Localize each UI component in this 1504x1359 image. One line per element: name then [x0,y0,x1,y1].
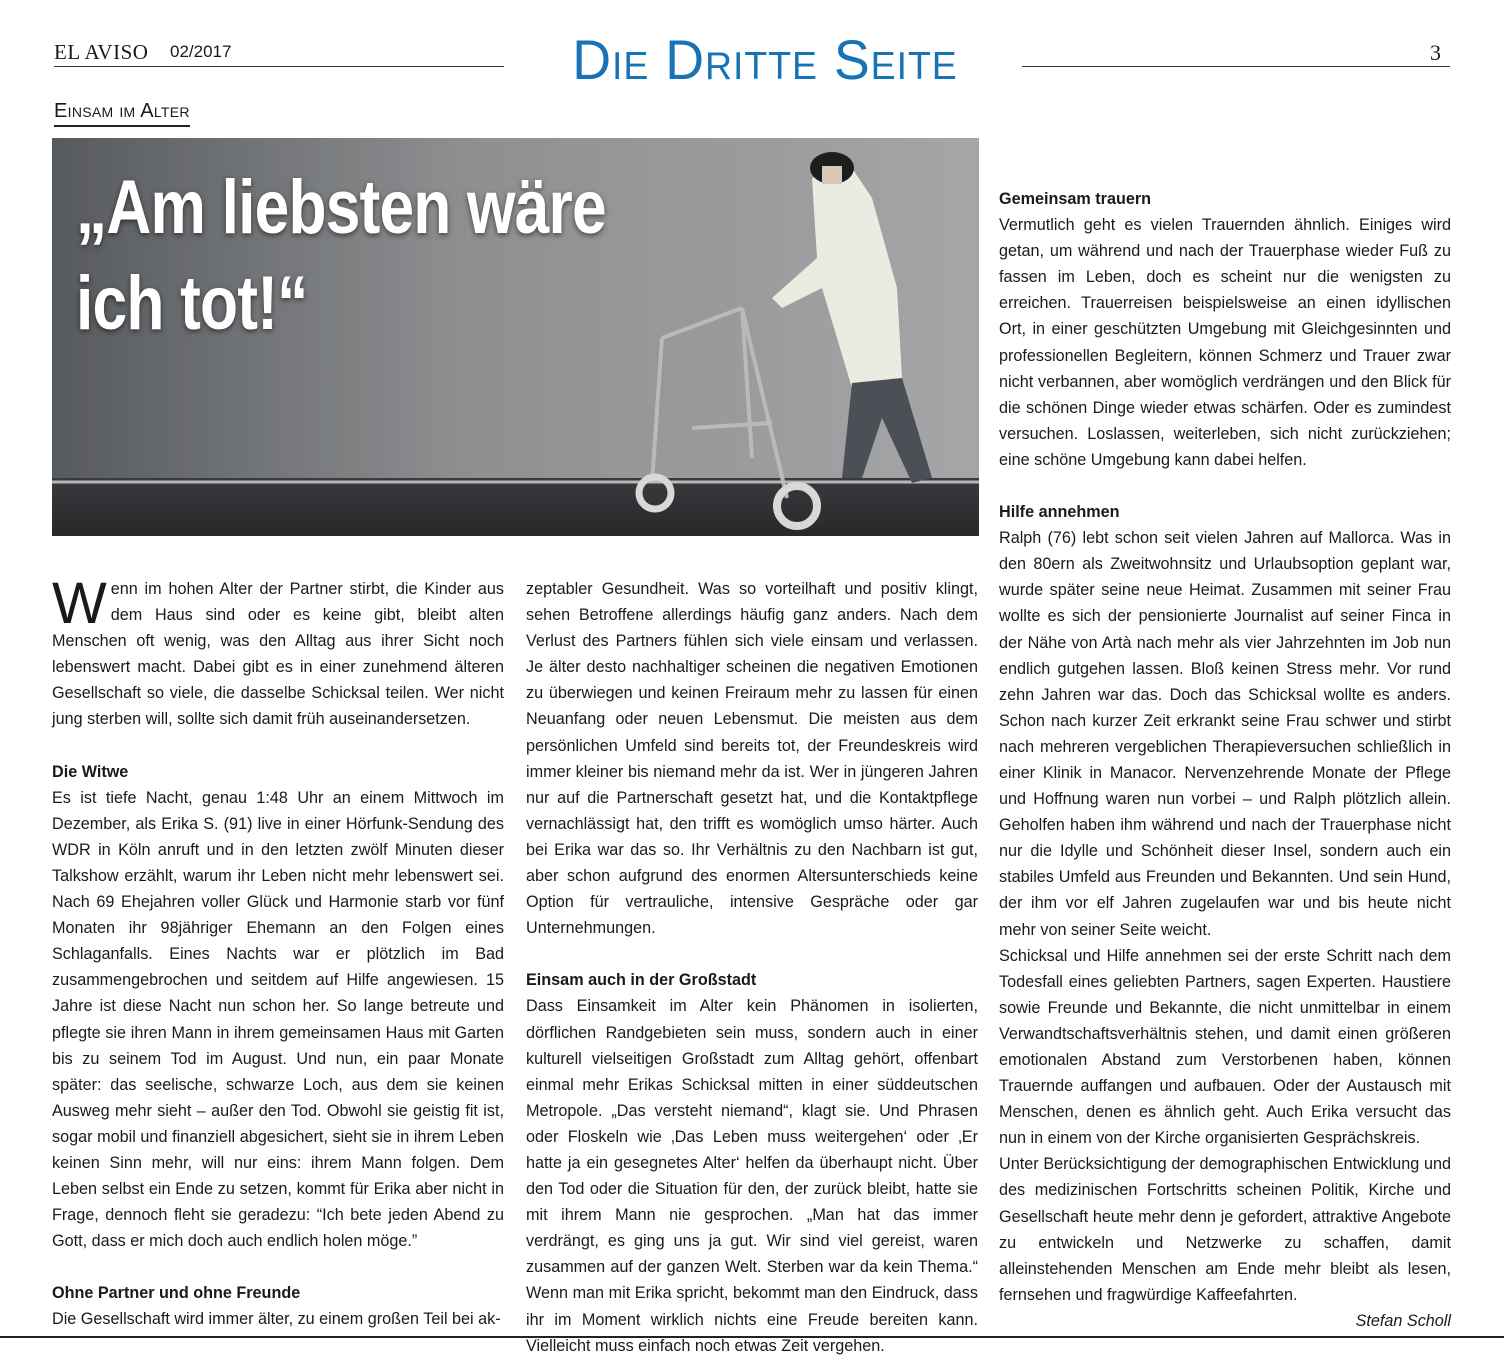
headline-line-2: ich tot!“ [76,261,308,346]
bottom-rule [0,1336,1504,1338]
publication-name: EL AVISO [54,40,149,64]
subheading-ohne-partner: Ohne Partner und ohne Freunde [52,1284,301,1303]
paragraph: Schicksal und Hilfe annehmen sei der erste Schritt nach dem Todesfall eines geliebten Partners, sagen Experten. Haustiere sowie Freunde und Bekannte, die nicht unmittelbar in einem Verwandtschaftsverhältnis stehen, und damit einen größeren emotionalen Abstand zum Verstorbenen haben, können Trauernde auffangen und aufbauen. Oder der Austausch mit Menschen, denen es ähnlich geht. Auch Erika versucht das nun in einem von der Kirche organisierten Gesprächskreis. [999,946,1451,1148]
subheading-grossstadt: Einsam auch in der Großstadt [526,971,757,990]
paragraph: Es ist tiefe Nacht, genau 1:48 Uhr an einem Mittwoch im Dezember, als Erika S. (91) live in einer Hörfunk-Sendung des WDR in Köln anruft und in den letzten zwölf Minuten dieser Talkshow erzählt, warum ihr Leben nicht mehr lebenswert sei. Nach 69 Ehejahren voller Glück und Harmonie starb vor fünf Monaten ihr 98jähriger Ehemann an den Folgen eines Schlaganfalls. Eines Nachts war er plötzlich im Bad zusammengebrochen und seitdem auf Hilfe angewiesen. 15 Jahre ist diese Nacht nun schon her. So lange betreute und pflegte sie ihren Mann in ihrem gemeinsamen Haus mit Garten bis zu seinem Tod im August. Und nun, ein paar Monate später: das seelische, schwarze Loch, aus dem sie keinen Ausweg mehr sieht – außer den Tod. Obwohl sie geistig fit ist, sogar mobil und finanziell abgesichert, sieht sie in ihrem Leben keinen Sinn mehr, will nur eins: ihrem Mann folgen. Dem Leben selbst ein Ende zu setzen, kommt für Erika aber nicht in Frage, dennoch fleht sie geradezu: “Ich bete jeden Abend zu Gott, dass er mich doch auch endlich holen möge.” [52,788,504,1251]
page-number: 3 [1430,40,1441,65]
article-column-1 [52,571,504,1333]
paragraph: Ralph (76) lebt schon seit vielen Jahren auf Mallorca. Was in den 80ern als Zweitwohnsitz und Urlaubsoption geplant war, wurde später seine neue Heimat. Zusammen mit seiner Frau wollte es sich der pensionierte Journalist auf seiner Finca in der Nähe von Artà nach mehr als vier Jahrzehnten im Job nun endlich gutgehen lassen. Bloß keinen Stress mehr. Vor rund zehn Jahren war das. Doch das Schicksal wollte es anders. Schon nach kurzer Zeit erkrankt seine Frau schwer und stirbt nach mehreren vergeblichen Therapieversuchen schließlich in einer Klinik in Manacor. Nervenzehrende Monate der Pflege und Hoffnung waren nun vorbei – und Ralph plötzlich allein. Geholfen haben ihm während und nach der Trauerphase nicht nur die Idylle und Schönheit dieser Insel, sondern auch ein stabiles Umfeld aus Freunden und Bekannten. Und sein Hund, der ihm vor elf Jahren zugelaufen war und bis heute nicht mehr von seiner Seite weicht. [999,529,1451,939]
paragraph: zeptabler Gesundheit. Was so vorteilhaft und positiv klingt, sehen Betroffene allerdings häufig ganz anders. Nach dem Verlust des Partners fühlen sich viele einsam und verlassen. Je älter desto nachhaltiger scheinen die negativen Emotionen zu überwiegen und keinen Freiraum mehr zu lassen für einen Neuanfang oder neuen Lebensmut. Die meisten aus dem persönlichen Umfeld sind bereits tot, der Freundeskreis wird immer kleiner bis niemand mehr da ist. Wer in jüngeren Jahren nur auf die Partnerschaft gesetzt hat, und die Kontaktpflege vernachlässigt hat, den trifft es womöglich umso härter. Auch bei Erika war das so. Ihr Verhältnis zu den Nachbarn ist gut, aber schon aufgrund des enormen Altersunterschieds keine Option für vertrauliche, intensive Gespräche oder gar Unternehmungen. [526,580,978,938]
subheading-die-witwe: Die Witwe [52,762,129,781]
masthead-rule-right [1022,66,1450,67]
paragraph: Die Gesellschaft wird immer älter, zu einem großen Teil bei ak- [52,1310,501,1329]
intro-text: enn im hohen Alter der Partner stirbt, die Kinder aus dem Haus sind oder es keine gibt, bleibt alten Menschen oft wenig, was den Alltag aus ihrer Sicht noch lebenswert macht. Dabei gibt es in einer zunehmend älteren Gesellschaft so viele, die dasselbe Schicksal teilen. Wer nicht jung sterben will, sollte sich damit früh auseinandersetzen. [52,580,504,729]
headline-line-1: „Am liebsten wäre [76,165,606,250]
author-byline: Stefan Scholl [1355,1311,1451,1330]
intro-paragraph [52,571,504,733]
headline [76,160,814,352]
page-title: Die Dritte Seite [572,28,958,91]
paragraph: Vermutlich geht es vielen Trauernden ähnlich. Einiges wird getan, um während und nach der Trauerphase wieder Fuß zu fassen im Leben, doch es scheint nur die wenigsten zu erreichen. Trauerreisen beispielsweise an einen idyllischen Ort, in einer geschützten Umgebung mit Gleichgesinnten und professionellen Begleitern, können Schmerz und Trauer zwar nicht verbannen, aber womöglich verdrängen und den Blick für die schönen Dinge wieder etwas schärfen. Oder es zumindest versuchen. Loslassen, weiterleben, sich nicht zurückziehen; eine schöne Umgebung kann dabei helfen. [999,216,1451,469]
subheading-hilfe-annehmen: Hilfe annehmen [999,503,1120,522]
section-label: Einsam im Alter [54,100,190,127]
drop-cap: W [52,571,107,636]
subheading-gemeinsam-trauern: Gemeinsam trauern [999,190,1152,208]
article-column-3 [999,186,1451,1334]
masthead [0,0,1504,110]
paragraph: Dass Einsamkeit im Alter kein Phänomen in isolierten, dörflichen Randgebieten sein muss, sondern auch in einer kulturell vielseitigen Großstadt zum Alltag gehört, offenbart einmal mehr Erikas Schicksal mitten in einer süddeutschen Metropole. „Das versteht niemand“, klagt sie. Und Phrasen oder Floskeln wie ‚Das Leben muss weitergehen‘ oder ‚Er hatte ja ein gesegnetes Alter‘ helfen da überhaupt nicht. Über den Tod oder die Situation für den, der zurück bleibt, hatte sie mit ihrem Mann nie gesprochen. „Man hat das immer verdrängt, es ging uns ja gut. Wir sind viel gereist, waren zusammen auf der ganzen Welt. Sterben war da kein Thema.“ Wenn man mit Erika spricht, bekommt man den Eindruck, dass ihr im Moment wirklich nichts eine Freude bereiten kann. Vielleicht muss einfach noch etwas Zeit vergehen. [526,997,978,1355]
issue-number: 02/2017 [170,42,232,61]
article-column-2 [526,576,978,1359]
masthead-rule-left [54,66,504,67]
hero-photo [52,138,979,536]
paragraph: Unter Berücksichtigung der demographischen Entwicklung und des medizinischen Fortschritts scheinen Politik, Kirche und Gesellschaft heute mehr denn je gefordert, attraktive Angebote zu entwickeln und Netzwerke zu schaffen, damit alleinstehenden Menschen am Ende mehr bleibt als lesen, fernsehen und fragwürdige Kaffeefahrten. [999,1155,1451,1304]
